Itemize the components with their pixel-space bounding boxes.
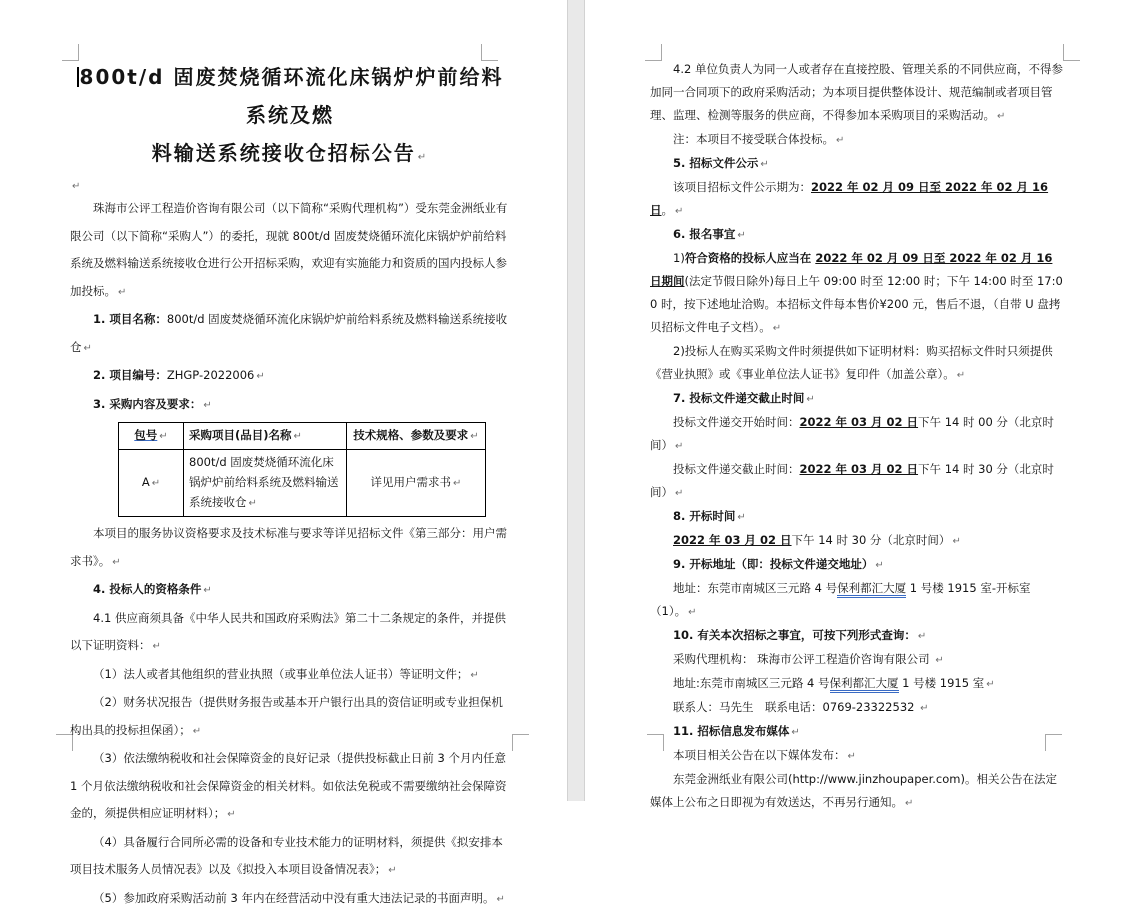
text-run: 东莞金洲纸业有限公司(http://www.jinzhoupaper.com)。相关公告在法定媒体上公布之日即视为有效送达，不再另行通知。 [650, 772, 1057, 809]
paragraph [650, 720, 1064, 744]
text-run: 采购项目(品目)名称 [189, 428, 292, 442]
paragraph [70, 134, 510, 177]
paragraph [650, 128, 1064, 152]
text-run: 5. 招标文件公示 [673, 156, 758, 170]
text-run: 2022 年 02 月 09 日至 2022 年 02 月 16 日期间 [650, 251, 1052, 288]
paragraph-mark: ↵ [201, 585, 211, 596]
paragraph-mark: ↵ [150, 478, 160, 489]
paragraph [650, 553, 1064, 577]
paragraph [70, 661, 510, 690]
paragraph [650, 223, 1064, 247]
text-run: 该项目招标文件公示期为： [673, 180, 811, 194]
paragraph-mark: ↵ [903, 798, 913, 809]
paragraph [650, 152, 1064, 176]
paragraph-mark: ↵ [225, 809, 235, 820]
text-run: 11. 招标信息发布媒体 [673, 724, 789, 738]
text-run: 下午 14 时 30 分（北京时间） [792, 533, 951, 547]
paragraph [650, 458, 1064, 505]
paragraph [650, 247, 1064, 340]
paragraph-mark: ↵ [82, 343, 92, 354]
text-run: 下午 14 时 00 分（北京时间） [650, 415, 1054, 452]
paragraph [650, 624, 1064, 648]
paragraph [70, 362, 510, 391]
paragraph [70, 829, 510, 885]
paragraph [650, 672, 1064, 696]
text-run: 4. 投标人的资格条件 [93, 582, 201, 596]
text-run: 采购代理机构： 珠海市公评工程造价咨询有限公司 [673, 652, 933, 666]
paragraph-mark: ↵ [191, 726, 201, 737]
text-run: 地址:东莞市南城区三元路 4 号 [673, 676, 830, 690]
paragraph-mark: ↵ [735, 512, 745, 523]
text-run: 2022 年 03 月 02 日 [673, 533, 792, 547]
text-run: （1）法人或者其他组织的营业执照（或事业单位法人证书）等证明文件； [93, 667, 468, 681]
paragraph-mark: ↵ [673, 488, 683, 499]
text-run: 1 号楼 1915 室 [899, 676, 985, 690]
paragraph-mark: ↵ [201, 400, 211, 411]
text-run: 1) [673, 251, 685, 265]
table-row [119, 450, 486, 517]
paragraph-mark: ↵ [771, 323, 781, 334]
text-run: 2022 年 02 月 09 日至 2022 年 02 月 16 日 [650, 180, 1048, 217]
paragraph-mark: ↵ [933, 655, 943, 666]
table-header-row [119, 423, 486, 450]
paragraph [650, 340, 1064, 387]
paragraph-mark: ↵ [451, 478, 461, 489]
text-run: 技术规格、参数及要求 [353, 428, 468, 442]
text-run: （2）财务状况报告（提供财务报告或基本开户银行出具的资信证明或专业担保机构出具的投标担保函）； [70, 695, 503, 737]
paragraph-mark: ↵ [673, 206, 683, 217]
text-run: 10. 有关本次招标之事宜，可按下列形式查询： [673, 628, 916, 642]
text-run: 1 号楼 1915 室-开标室（1）。 [650, 581, 1031, 618]
paragraph-mark: ↵ [116, 287, 126, 298]
paragraph [70, 58, 510, 134]
paragraph-mark: ↵ [468, 670, 478, 681]
paragraph-mark: ↵ [916, 631, 926, 642]
paragraph [650, 744, 1064, 768]
text-run: A [142, 475, 150, 489]
table-cell [347, 450, 486, 517]
text-run: 4.1 供应商须具备《中华人民共和国政府采购法》第二十二条规定的条件，并提供以下证明资料： [70, 611, 506, 653]
text-run: 珠海市公评工程造价咨询有限公司（以下简称“采购代理机构”）受东莞金洲纸业有限公司（以下简称“采购人”）的委托，现就 800t/d 固废焚烧循环流化床锅炉炉前给料系统及燃料输送系统接收仓进行公开招标采购，欢迎有实施能力和资质的国内投标人参加投标。 [70, 201, 507, 298]
paragraph-mark: ↵ [950, 536, 960, 547]
text-run: ZHGP-2022006 [167, 368, 255, 382]
text-run: （3）依法缴纳税收和社会保障资金的良好记录（提供投标截止日前 3 个月内任意 1 个月依法缴纳税收和社会保障资金的相关材料。如依法免税或不需要缴纳社会保障资金的，须提供相应证明材料）； [70, 751, 506, 820]
paragraph [70, 576, 510, 605]
paragraph-mark: ↵ [686, 607, 696, 618]
paragraph-mark: ↵ [110, 557, 120, 568]
paragraph-mark: ↵ [955, 370, 965, 381]
text-run: 800t/d 固废焚烧循环流化床锅炉炉前给料系统及燃 [80, 65, 504, 127]
paragraph [650, 176, 1064, 223]
text-cursor [77, 67, 79, 87]
paragraph [650, 529, 1064, 553]
paragraph [70, 520, 510, 576]
text-run: （4）具备履行合同所必需的设备和专业技术能力的证明材料，须提供《拟安排本项目技术服务人员情况表》以及《拟投入本项目设备情况表》； [70, 835, 503, 877]
text-run: 2022 年 03 月 02 日 [800, 462, 919, 476]
paragraph-mark: ↵ [292, 431, 302, 442]
paragraph-mark: ↵ [846, 751, 856, 762]
text-run: 详见用户需求书 [371, 475, 452, 489]
text-run: 注：本项目不接受联合体投标。 [673, 132, 834, 146]
paragraph-mark: ↵ [804, 394, 814, 405]
text-run: 8. 开标时间 [673, 509, 735, 523]
paragraph [650, 387, 1064, 411]
paragraph-mark: ↵ [918, 703, 928, 714]
text-boundary-mark-bottom-right [512, 734, 529, 751]
paragraph-mark: ↵ [789, 727, 799, 738]
text-run: 4.2 单位负责人为同一人或者存在直接控股、管理关系的不同供应商，不得参加同一合同项下的政府采购活动；为本项目提供整体设计、规范编制或者项目管理、监理、检测等服务的供应商，不得参加本采购项目的采购活动。 [650, 62, 1063, 122]
paragraph-mark: ↵ [386, 865, 396, 876]
text-run: 包号 [134, 428, 157, 442]
text-run: 本项目的服务协议资格要求及技术标准与要求等详见招标文件《第三部分：用户需求书》。 [70, 526, 507, 568]
paragraph-mark: ↵ [416, 152, 428, 163]
paragraph [70, 306, 510, 362]
text-run: （5）参加政府采购活动前 3 年内在经营活动中没有重大违法记录的书面声明。 [93, 891, 494, 905]
paragraph-mark: ↵ [984, 679, 994, 690]
paragraph-mark: ↵ [254, 371, 264, 382]
table-cell [119, 450, 184, 517]
text-run: 料输送系统接收仓招标公告 [152, 141, 416, 165]
paragraph-mark: ↵ [873, 560, 883, 571]
text-run: 下午 14 时 30 分（北京时间） [650, 462, 1054, 499]
text-run: 6. 报名事宜 [673, 227, 735, 241]
paragraph [650, 768, 1064, 815]
page-2-content [650, 58, 1064, 815]
text-run: 2022 年 03 月 02 日 [800, 415, 919, 429]
table-header-cell [184, 423, 347, 450]
text-run: 9. 开标地址（即：投标文件递交地址） [673, 557, 873, 571]
paragraph-mark: ↵ [995, 111, 1005, 122]
text-boundary-mark-top-right [1063, 44, 1080, 61]
text-run: 。 [662, 203, 674, 217]
page-separator [567, 0, 585, 801]
text-run: 符合资格的投标人应当在 [685, 251, 816, 265]
paragraph [650, 696, 1064, 720]
text-run: 800t/d 固废焚烧循环流化床锅炉炉前给料系统及燃料输送系统接收仓 [189, 455, 339, 509]
table-cell [184, 450, 347, 517]
paragraph-mark: ↵ [758, 159, 768, 170]
text-run: 投标文件递交截止时间： [673, 462, 800, 476]
paragraph [70, 391, 510, 420]
text-run: 本项目相关公告在以下媒体发布： [673, 748, 846, 762]
paragraph [70, 195, 510, 306]
paragraph-mark: ↵ [468, 431, 478, 442]
paragraph [70, 689, 510, 745]
paragraph-mark: ↵ [70, 181, 80, 192]
paragraph [650, 58, 1064, 128]
paragraph [650, 648, 1064, 672]
paragraph [70, 745, 510, 829]
paragraph [650, 411, 1064, 458]
paragraph-mark: ↵ [673, 441, 683, 452]
paragraph [650, 505, 1064, 529]
page-2 [585, 0, 1145, 801]
procurement-table [118, 422, 486, 517]
paragraph [650, 577, 1064, 624]
paragraph-mark: ↵ [157, 431, 167, 442]
text-run: 3. 采购内容及要求： [93, 397, 201, 411]
text-run: 1. 项目名称： [93, 312, 167, 326]
text-run: 保利都汇大厦 [830, 676, 899, 693]
text-run: 保利都汇大厦 [837, 581, 906, 598]
table-header-cell [347, 423, 486, 450]
paragraph-mark: ↵ [151, 641, 161, 652]
text-run: 2)投标人在购买采购文件时须提供如下证明材料：购买招标文件时只须提供《营业执照》或《事业单位法人证书》复印件（加盖公章）。 [650, 344, 1053, 381]
table-header-cell [119, 423, 184, 450]
paragraph [70, 885, 510, 913]
paragraph-mark: ↵ [834, 135, 844, 146]
page-1-content [70, 58, 510, 913]
paragraph-mark: ↵ [247, 498, 257, 509]
paragraph [70, 177, 510, 195]
page-1 [0, 0, 567, 801]
paragraph-mark: ↵ [494, 894, 504, 905]
text-run: 联系人：马先生 联系电话：0769-23322532 [673, 700, 918, 714]
paragraph-mark: ↵ [735, 230, 745, 241]
text-run: 投标文件递交开始时间： [673, 415, 800, 429]
text-run: 800t/d 固废焚烧循环流化床锅炉炉前给料系统及燃料输送系统接收仓 [70, 312, 507, 354]
text-run: 地址：东莞市南城区三元路 4 号 [673, 581, 837, 595]
paragraph [70, 605, 510, 661]
text-run: (法定节假日除外)每日上午 09:00 时至 12:00 时；下午 14:00 时至 17:00 时，按下述地址洽购。本招标文件每本售价¥200 元，售后不退，（自带 U 盘拷贝招标文件电子文档）。 [650, 274, 1063, 334]
text-run: 2. 项目编号： [93, 368, 167, 382]
text-run: 7. 投标文件递交截止时间 [673, 391, 804, 405]
